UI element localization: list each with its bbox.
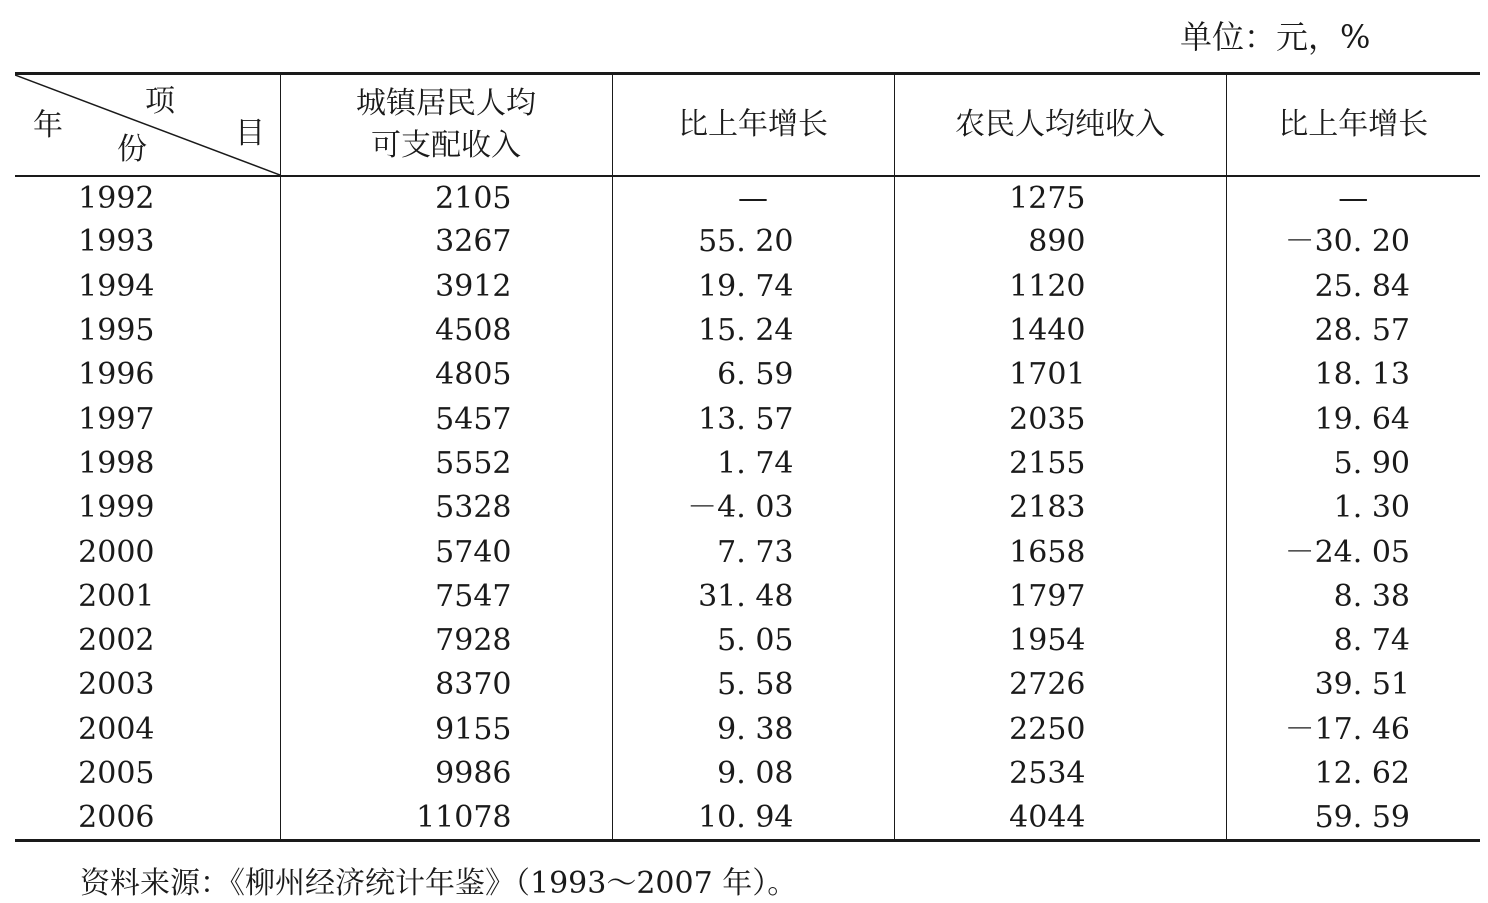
rural-income-cell: 2035 xyxy=(894,397,1226,441)
rural-income-cell: 1440 xyxy=(894,309,1226,353)
rural-growth-cell: 12. 62 xyxy=(1226,752,1480,796)
table-row xyxy=(15,663,1480,707)
urban-growth-cell: 31. 48 xyxy=(612,575,894,619)
header-urban-line1: 城镇居民人均 xyxy=(356,86,536,121)
rural-growth-cell: 39. 51 xyxy=(1226,663,1480,707)
urban-income-cell: 5740 xyxy=(280,530,612,574)
rural-growth-cell: 19. 64 xyxy=(1226,397,1480,441)
urban-income-cell: 4508 xyxy=(280,309,612,353)
year-cell: 1999 xyxy=(78,490,155,526)
year-cell: 2001 xyxy=(78,578,155,614)
table-row xyxy=(15,397,1480,441)
rural-income-cell: 4044 xyxy=(894,796,1226,840)
year-cell: 1997 xyxy=(78,401,155,437)
table-row xyxy=(15,220,1480,264)
unit-label: 单位：元，% xyxy=(1180,18,1371,56)
header-urban-line2: 可支配收入 xyxy=(371,128,521,163)
year-cell: 1996 xyxy=(78,357,155,393)
table-row xyxy=(15,530,1480,574)
rural-growth-cell: 5. 90 xyxy=(1226,442,1480,486)
rural-growth-cell: — xyxy=(1226,176,1480,220)
header-urban-income xyxy=(280,74,612,177)
urban-income-cell: 11078 xyxy=(280,796,612,840)
urban-growth-cell: 10. 94 xyxy=(612,796,894,840)
table-row xyxy=(15,708,1480,752)
urban-income-cell: 5552 xyxy=(280,442,612,486)
table-row xyxy=(15,176,1480,220)
table-row xyxy=(15,442,1480,486)
corner-fen-label: 份 xyxy=(117,132,147,167)
urban-income-cell: 7547 xyxy=(280,575,612,619)
header-row xyxy=(15,74,1480,177)
year-cell: 1993 xyxy=(78,224,155,260)
table-row xyxy=(15,353,1480,397)
urban-growth-cell: 9. 08 xyxy=(612,752,894,796)
urban-growth-cell: 1. 74 xyxy=(612,442,894,486)
rural-growth-cell: 59. 59 xyxy=(1226,796,1480,840)
urban-growth-cell: －4. 03 xyxy=(612,486,894,530)
table-row xyxy=(15,619,1480,663)
rural-growth-cell: －30. 20 xyxy=(1226,220,1480,264)
urban-income-cell: 5328 xyxy=(280,486,612,530)
corner-header xyxy=(15,74,280,177)
rural-growth-cell: 28. 57 xyxy=(1226,309,1480,353)
rural-growth-cell: 8. 38 xyxy=(1226,575,1480,619)
rural-income-cell: 890 xyxy=(894,220,1226,264)
rural-income-cell: 1658 xyxy=(894,530,1226,574)
rural-income-cell: 1120 xyxy=(894,265,1226,309)
source-note: 资料来源：《柳州经济统计年鉴》（1993～2007 年）。 xyxy=(80,866,798,901)
year-cell: 2006 xyxy=(15,796,280,840)
urban-income-cell: 8370 xyxy=(280,663,612,707)
urban-growth-cell: 19. 74 xyxy=(612,265,894,309)
rural-growth-cell: －24. 05 xyxy=(1226,530,1480,574)
rural-income-cell: 1797 xyxy=(894,575,1226,619)
table-row xyxy=(15,752,1480,796)
urban-income-cell: 9986 xyxy=(280,752,612,796)
table-row xyxy=(15,309,1480,353)
year-cell: 1992 xyxy=(78,180,155,216)
urban-income-cell: 9155 xyxy=(280,708,612,752)
rural-income-cell: 2155 xyxy=(894,442,1226,486)
rural-income-cell: 2726 xyxy=(894,663,1226,707)
corner-mu-label: 目 xyxy=(235,116,265,151)
rural-income-cell: 2183 xyxy=(894,486,1226,530)
rural-growth-cell: 25. 84 xyxy=(1226,265,1480,309)
urban-income-cell: 5457 xyxy=(280,397,612,441)
corner-year-label: 年 xyxy=(33,108,63,143)
rural-income-cell: 2250 xyxy=(894,708,1226,752)
urban-income-cell: 3912 xyxy=(280,265,612,309)
urban-growth-cell: 13. 57 xyxy=(612,397,894,441)
year-cell: 1995 xyxy=(78,313,155,349)
urban-growth-cell: — xyxy=(612,176,894,220)
urban-growth-cell: 7. 73 xyxy=(612,530,894,574)
rural-income-cell: 1954 xyxy=(894,619,1226,663)
table-row xyxy=(15,796,1480,840)
urban-growth-cell: 5. 58 xyxy=(612,663,894,707)
year-cell: 2000 xyxy=(78,534,155,570)
year-cell: 2005 xyxy=(78,756,155,791)
year-cell: 2002 xyxy=(78,623,155,659)
urban-growth-cell: 55. 20 xyxy=(612,220,894,264)
rural-growth-cell: 18. 13 xyxy=(1226,353,1480,397)
income-table xyxy=(15,72,1480,842)
header-urban-growth: 比上年增长 xyxy=(612,74,894,177)
rural-income-cell: 2534 xyxy=(894,752,1226,796)
table-row xyxy=(15,265,1480,309)
rural-income-cell: 1275 xyxy=(894,176,1226,220)
urban-income-cell: 3267 xyxy=(280,220,612,264)
year-cell: 1994 xyxy=(78,268,155,304)
urban-income-cell: 4805 xyxy=(280,353,612,397)
rural-growth-cell: 8. 74 xyxy=(1226,619,1480,663)
urban-growth-cell: 15. 24 xyxy=(612,309,894,353)
year-cell: 1998 xyxy=(78,445,155,481)
header-rural-growth: 比上年增长 xyxy=(1226,74,1480,177)
year-cell: 2003 xyxy=(78,667,155,703)
table-row xyxy=(15,486,1480,530)
rural-growth-cell: 1. 30 xyxy=(1226,486,1480,530)
header-rural-income: 农民人均纯收入 xyxy=(894,74,1226,177)
year-cell: 2004 xyxy=(78,711,155,747)
urban-growth-cell: 5. 05 xyxy=(612,619,894,663)
urban-growth-cell: 9. 38 xyxy=(612,708,894,752)
corner-item-label: 项 xyxy=(145,84,175,119)
urban-income-cell: 2105 xyxy=(280,176,612,220)
rural-growth-cell: －17. 46 xyxy=(1226,708,1480,752)
rural-income-cell: 1701 xyxy=(894,353,1226,397)
urban-income-cell: 7928 xyxy=(280,619,612,663)
table-row xyxy=(15,575,1480,619)
urban-growth-cell: 6. 59 xyxy=(612,353,894,397)
